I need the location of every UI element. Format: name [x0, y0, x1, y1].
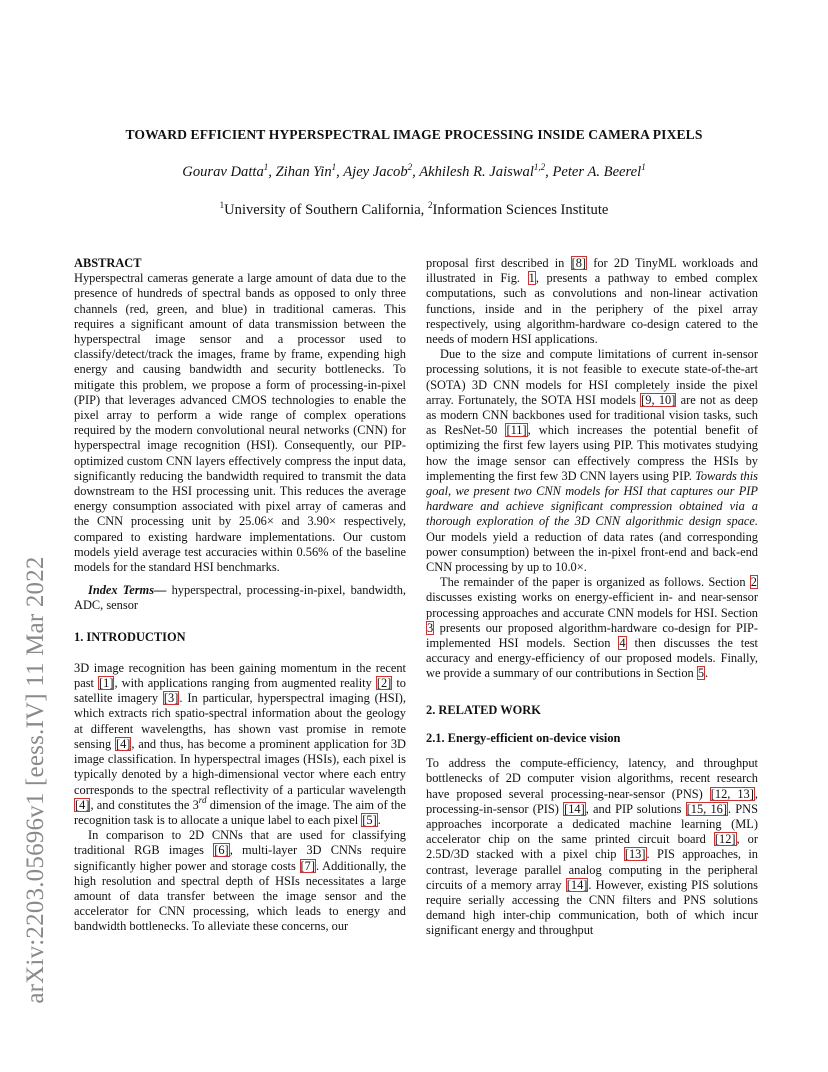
- intro-paragraph-3: [426, 256, 758, 347]
- text-run: . However, existing PIS solutions require serially accessing the CNN filters and PNS solutions demand high inter-chip communication, both of which incur significant energy and throughput: [426, 877, 758, 938]
- index-terms: [74, 583, 406, 613]
- text-run: then discusses the test accuracy and energy-efficiency of our proposed models. Finally, we provide a summary of our contributions in Section: [426, 636, 758, 681]
- author: Zihan Yin: [275, 164, 332, 180]
- text-run: . PNS approaches incorporate a dedicated machine learning (ML) accelerator chip on the same printed circuit board: [426, 801, 758, 847]
- citation-link[interactable]: [15, 16]: [686, 801, 727, 816]
- citation-link[interactable]: [4]: [75, 797, 90, 812]
- text-run: , and PIP solutions: [585, 801, 686, 816]
- text-run: to satellite imagery: [74, 676, 406, 706]
- text-run: for 2D TinyML workloads and illustrated in Fig.: [426, 256, 758, 286]
- subsection-2-1-heading: 2.1. Energy-efficient on-device vision: [426, 730, 621, 745]
- arxiv-identifier: arXiv:2203.05696v1 [eess.IV] 11 Mar 2022: [22, 556, 49, 1004]
- citation-link[interactable]: [13]: [624, 847, 646, 862]
- text-run: , which increases the potential benefit of optimizing the first few layers using PIP. This motivates studying how the image sensor can effectively compress the HSIs by implementing the first few 3D CNN layers using PIP.: [426, 423, 758, 483]
- text-run: .: [705, 666, 709, 681]
- abstract-text: Hyperspectral cameras generate a large amount of data due to the presence of hundreds of spectral bands as opposed to only three channels (red, green, and blue) in traditional cameras. This requires a significant amount of data transmission between the hyperspectral image sensor and a processor used to classify/detect/track the images, frame by frame, expending high energy and causing bandwidth and security bottlenecks. To mitigate this problem, we propose a form of processing-in-pixel (PIP) that leverages advanced CMOS technologies to enable the pixel array to perform a wide range of complex operations required by the modern convolutional neural networks (CNN) for hyperspectral image recognition (HSI). Consequently, our PIP-optimized custom CNN layers effectively compress the input data, significantly reducing the bandwidth required to transmit the data downstream to the HSI processing unit. This reduces the average energy consumption associated with pixel array of cameras and the CNN processing unit by 25.06× and 3.90× respectively, compared to existing hardware implementations. Our custom models yield average test accuracies within 0.56% of the baseline models for the standard HSI benchmarks.: [74, 271, 406, 575]
- text-run: dimension of the image. The aim of the recognition task is to allocate a unique label to each pixel: [74, 797, 406, 827]
- text-run: , with applications ranging from augmented reality: [114, 676, 376, 691]
- text-run: , or 2.5D/3D stacked with a pixel chip: [426, 832, 758, 862]
- author: Gourav Datta: [182, 164, 264, 180]
- text-run: . In particular, hyperspectral imaging (HSI), which extracts rich spatio-spectral information about the geology at different wavelengths, has shown vast promise in remote sensing: [74, 691, 406, 751]
- section-1-heading: 1. INTRODUCTION: [74, 629, 186, 644]
- arxiv-stamp-margin: [14, 280, 58, 1004]
- author-affil-mark: 1: [641, 162, 646, 172]
- text-run: , and thus, has become a prominent application for 3D image classification. In hyperspectral images (HSIs), each pixel is typically denoted by a high-dimensional vector where each entry corresponds to the spectral reflectivity of a particular wavelength: [74, 736, 407, 797]
- index-terms-list: hyperspectral, processing-in-pixel, bandwidth, ADC, sensor: [74, 583, 406, 613]
- text-run: presents our proposed algorithm-hardware co-design for PIP-implemented HSI models. Section: [426, 620, 758, 651]
- section-2-heading: 2. RELATED WORK: [426, 702, 541, 717]
- section-link[interactable]: 4: [619, 636, 626, 651]
- text-run: Our models yield a reduction of data rates (and corresponding power consumption) between the in-pixel front-end and back-end CNN processing by up to 10.0×.: [426, 529, 758, 575]
- author: Akhilesh R. Jaiswal: [419, 164, 534, 180]
- author-affil-mark: 1: [263, 162, 269, 172]
- citation-link[interactable]: [12]: [714, 832, 736, 847]
- right-column: [426, 256, 758, 939]
- citation-link[interactable]: [6]: [214, 843, 229, 858]
- text-run: In comparison to 2D CNNs that are used for classifying traditional RGB images: [74, 828, 406, 858]
- citation-link[interactable]: [4]: [115, 736, 131, 751]
- affil-mark: 1: [219, 200, 225, 210]
- text-run: , multi-layer 3D CNNs require significantly higher power and storage costs: [74, 843, 407, 873]
- left-column: [74, 256, 406, 935]
- text-run: , and constitutes the 3: [90, 797, 199, 812]
- text-run: The remainder of the paper is organized as follows. Section: [440, 575, 750, 590]
- citation-link[interactable]: [5]: [362, 812, 377, 827]
- text-run: To address the compute-efficiency, latency, and throughput bottlenecks of 2D computer vision algorithms, recent research have proposed several processing-near-sensor (PNS): [426, 756, 758, 801]
- citation-link[interactable]: [14]: [566, 877, 588, 892]
- citation-link[interactable]: [2]: [376, 676, 392, 691]
- text-run: are not as deep as modern CNN backbones used for traditional vision tasks, such as ResNet-50: [426, 392, 758, 438]
- author-affil-mark: 2: [407, 162, 413, 172]
- citation-link[interactable]: [9, 10]: [641, 392, 676, 407]
- abstract-heading: ABSTRACT: [74, 256, 142, 270]
- author: Peter A. Beerel: [552, 164, 642, 180]
- author: Ajey Jacob: [343, 164, 408, 180]
- text-run: . Additionally, the high resolution and spectral depth of HSIs necessitates a large amount of data transfer between the image sensor and the accelerator for CNN processing, which leads to energy and bandwidth bottlenecks. To alleviate these concerns, our: [74, 858, 406, 934]
- affil-mark: 2: [427, 200, 433, 210]
- text-run: proposal first described in: [426, 256, 571, 270]
- citation-link[interactable]: [11]: [506, 423, 527, 438]
- section-link[interactable]: 3: [427, 620, 434, 635]
- citation-link[interactable]: [3]: [163, 691, 179, 706]
- text-run: , processing-in-sensor (PIS): [426, 786, 758, 816]
- emphasized-text: Towards this goal, we present two CNN models for HSI that captures our PIP hardware and achieve significant compression obtained via a thorough exploration of the 3D CNN algorithmic design space.: [426, 468, 758, 529]
- superscript: rd: [198, 794, 207, 805]
- affiliation: Information Sciences Institute: [432, 202, 609, 218]
- intro-paragraph-2: [74, 828, 406, 934]
- citation-link[interactable]: [7]: [300, 858, 315, 873]
- affiliation: University of Southern California,: [224, 202, 428, 218]
- section-link[interactable]: 5: [697, 666, 705, 681]
- section-link[interactable]: 2: [750, 575, 757, 590]
- author-affil-mark: 1: [331, 162, 337, 172]
- author-list: Gourav Datta$^1$, Zihan Yin$^1$, Ajey Jacob$^2$, Akhilesh R. Jaiswal$^{1,2}$, Peter A. Beerel$^1$: [182, 162, 646, 180]
- citation-link[interactable]: [1]: [99, 676, 114, 691]
- text-run: 3D image recognition has been gaining momentum in the recent past: [74, 660, 406, 691]
- text-run: . PIS approaches, in contrast, leverage parallel analog computing in the peripheral circuits of a memory array: [426, 847, 759, 892]
- related-work-paragraph-1: [426, 756, 758, 938]
- author-affil-mark: 1,2: [533, 162, 546, 172]
- paper-title: TOWARD EFFICIENT HYPERSPECTRAL IMAGE PROCESSING INSIDE CAMERA PIXELS: [125, 127, 703, 142]
- text-run: discusses existing works on energy-efficient in- and near-sensor processing approaches and accurate CNN models for HSI. Section: [426, 590, 758, 620]
- intro-paragraph-1: [74, 661, 406, 828]
- intro-paragraph-5: [426, 575, 758, 681]
- citation-link[interactable]: [14]: [564, 801, 585, 816]
- citation-link[interactable]: [8]: [571, 256, 587, 270]
- text-run: , presents a pathway to embed complex computations, such as convolutions and non-linear activation functions, inside and in the periphery of the pixel array respectively, using algorithm-hardware co-design catered to the needs of modern HSI applications.: [426, 271, 758, 347]
- figure-link[interactable]: 1: [528, 271, 535, 286]
- citation-link[interactable]: [12, 13]: [710, 786, 754, 801]
- affiliations: [0, 202, 828, 219]
- index-terms-label: Index Terms—: [88, 583, 167, 598]
- text-run: Due to the size and compute limitations of current in-sensor processing solutions, it is not feasible to execute state-of-the-art (SOTA) 3D CNN models for HSI completely inside the pixel array. Fortunately, the SOTA HSI models: [426, 347, 758, 407]
- intro-paragraph-4: [426, 347, 758, 575]
- text-run: .: [377, 812, 381, 827]
